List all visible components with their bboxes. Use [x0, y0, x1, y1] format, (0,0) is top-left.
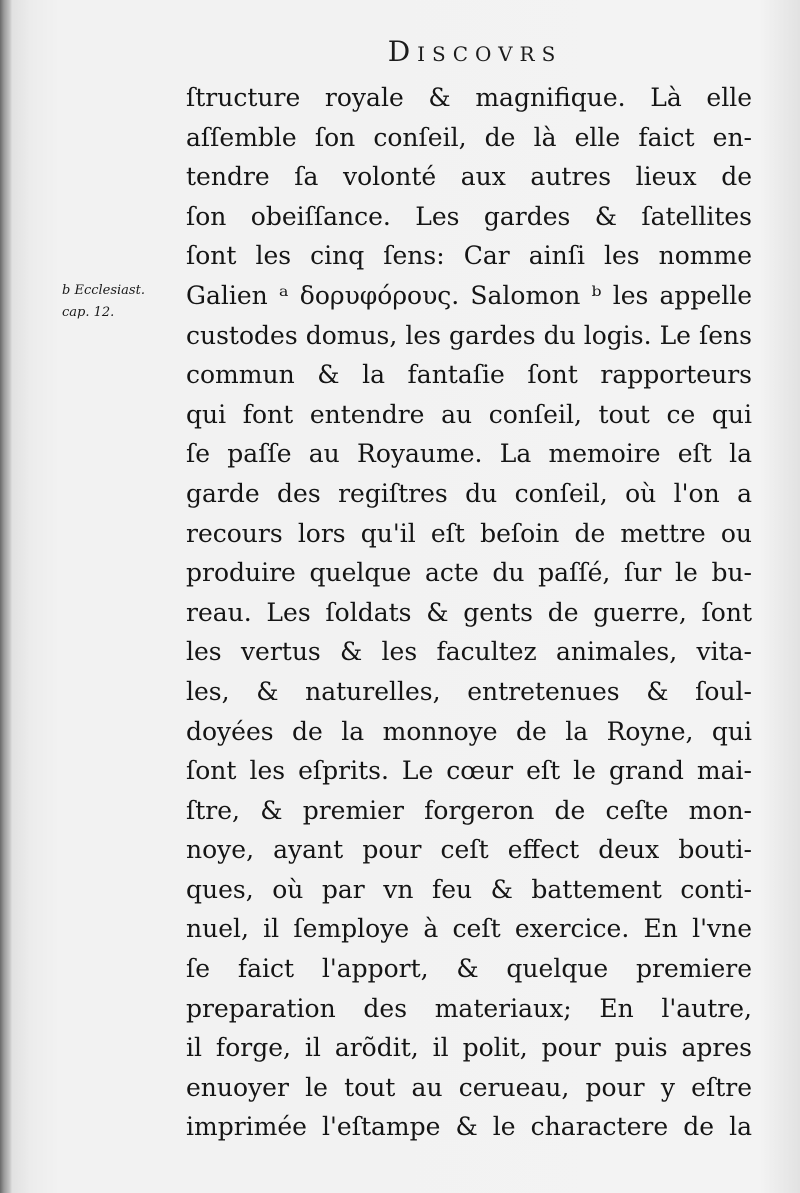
text-line: doyées de la monnoye de la Royne, qui: [186, 716, 752, 746]
text-line: preparation des materiaux; En l'autre,: [186, 993, 752, 1023]
text-line: enuoyer le tout au cerueau, pour y eſtre: [186, 1072, 752, 1102]
text-line: Galien ᵃ δορυφόρους. Salomon ᵇ les appelle: [186, 280, 752, 310]
text-line: custodes domus, les gardes du logis. Le ſens: [186, 320, 752, 350]
text-line: reau. Les ſoldats & gents de guerre, ſont: [186, 597, 752, 627]
text-line: imprimée l'eſtampe & le charactere de la: [186, 1112, 752, 1142]
text-line: ques, où par vn feu & battement conti-: [186, 874, 752, 904]
text-line: noye, ayant pour ceſt effect deux bouti-: [186, 835, 752, 865]
binding-gutter: [0, 0, 12, 1193]
text-line: ſe faict l'apport, & quelque premiere: [186, 954, 752, 984]
text-line: garde des regiſtres du conſeil, où l'on a: [186, 478, 752, 508]
text-line: recours lors qu'il eſt beſoin de mettre ou: [186, 518, 752, 548]
text-line: aſſemble ſon conſeil, de là elle faict en-: [186, 122, 752, 152]
running-head: Discovrs: [387, 35, 563, 68]
text-line: il forge, il arõdit, il polit, pour puis apres: [186, 1033, 752, 1063]
text-line: ſe paſſe au Royaume. La memoire eſt la: [186, 439, 752, 469]
text-line: tendre ſa volonté aux autres lieux de: [186, 162, 752, 192]
text-line: ſtructure royale & magnifique. Là elle: [186, 83, 752, 112]
text-line: ſont les eſprits. Le cœur eſt le grand mai-: [186, 756, 752, 786]
text-line: produire quelque acte du paſſé, ſur le bu-: [186, 558, 752, 588]
text-line: commun & la fantaſie ſont rapporteurs: [186, 360, 752, 390]
text-line: ſont les cinq ſens: Car ainſi les nomme: [186, 241, 752, 271]
text-line: nuel, il ſemploye à ceſt exercice. En l'vne: [186, 914, 752, 944]
text-line: qui font entendre au conſeil, tout ce qui: [186, 399, 752, 429]
text-line: ſtre, & premier forgeron de ceſte mon-: [186, 795, 752, 825]
text-line: les vertus & les facultez animales, vita-: [186, 637, 752, 667]
body-text: [186, 78, 752, 1147]
margin-note: [62, 280, 182, 324]
text-line: ſon obeiſſance. Les gardes & ſatellites: [186, 201, 752, 231]
margin-note-line: b Ecclesiast.: [62, 283, 145, 298]
margin-note-line: cap. 12.: [62, 305, 115, 320]
text-line: les, & naturelles, entretenues & ſoul-: [186, 676, 752, 706]
